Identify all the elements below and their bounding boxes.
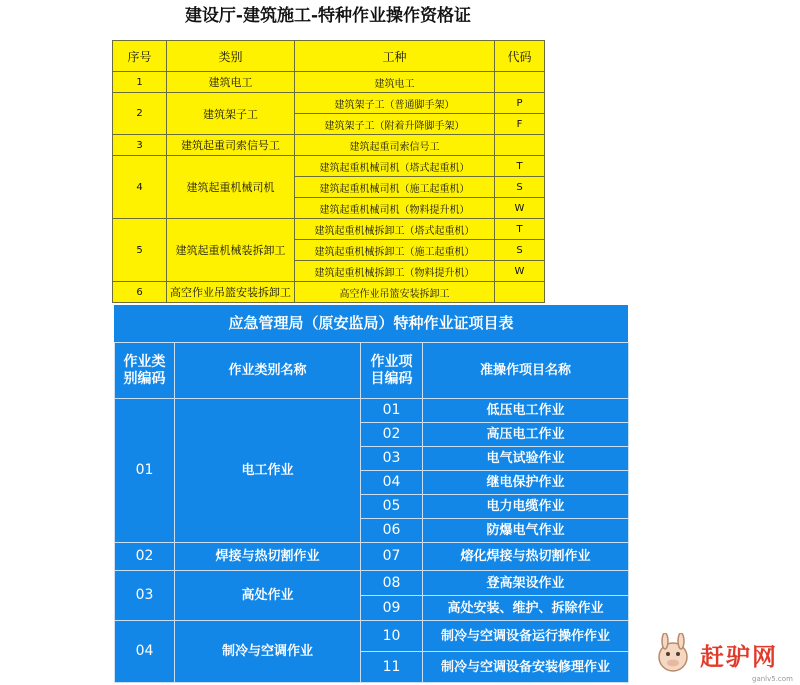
group-code: 02 xyxy=(115,543,175,571)
table-row xyxy=(113,219,545,240)
row-category: 高空作业吊篮安装拆卸工 xyxy=(167,282,295,303)
row-code: T xyxy=(495,219,545,240)
item-name: 电力电缆作业 xyxy=(423,495,629,519)
item-code: 01 xyxy=(361,399,423,423)
item-code: 03 xyxy=(361,447,423,471)
row-category: 建筑起重司索信号工 xyxy=(167,135,295,156)
table-row xyxy=(113,93,545,114)
row-no: 4 xyxy=(113,156,167,219)
item-code: 05 xyxy=(361,495,423,519)
header-no: 序号 xyxy=(113,41,167,72)
row-no: 1 xyxy=(113,72,167,93)
item-name: 登高架设作业 xyxy=(423,571,629,596)
row-code: F xyxy=(495,114,545,135)
table-row xyxy=(115,543,629,571)
row-code: W xyxy=(495,261,545,282)
row-code: S xyxy=(495,177,545,198)
header-code: 代码 xyxy=(495,41,545,72)
housing-cert-table xyxy=(112,40,545,303)
table-header-row xyxy=(115,343,629,399)
group-code: 03 xyxy=(115,571,175,621)
header-item-code: 作业项目编码 xyxy=(361,343,423,399)
table-row xyxy=(113,156,545,177)
item-name: 继电保护作业 xyxy=(423,471,629,495)
item-name: 熔化焊接与热切割作业 xyxy=(423,543,629,571)
item-name: 制冷与空调设备运行操作作业 xyxy=(423,621,629,652)
row-work: 高空作业吊篮安装拆卸工 xyxy=(295,282,495,303)
row-no: 6 xyxy=(113,282,167,303)
table-row xyxy=(115,571,629,596)
item-name: 防爆电气作业 xyxy=(423,519,629,543)
item-code: 09 xyxy=(361,596,423,621)
watermark-url: ganlv5.com xyxy=(752,675,793,683)
row-category: 建筑电工 xyxy=(167,72,295,93)
row-code xyxy=(495,135,545,156)
item-code: 11 xyxy=(361,652,423,683)
header-category-name: 作业类别名称 xyxy=(175,343,361,399)
group-name: 高处作业 xyxy=(175,571,361,621)
header-category: 类别 xyxy=(167,41,295,72)
row-work: 建筑起重司索信号工 xyxy=(295,135,495,156)
header-item-name: 准操作项目名称 xyxy=(423,343,629,399)
group-name: 焊接与热切割作业 xyxy=(175,543,361,571)
row-code: W xyxy=(495,198,545,219)
row-work: 建筑起重机械拆卸工（物料提升机） xyxy=(295,261,495,282)
table-row xyxy=(113,72,545,93)
watermark-text: 赶驴网 xyxy=(700,642,778,671)
group-code: 04 xyxy=(115,621,175,683)
emergency-cert-table xyxy=(114,342,629,683)
row-work: 建筑起重机械司机（施工起重机） xyxy=(295,177,495,198)
header-category-code: 作业类别编码 xyxy=(115,343,175,399)
row-work: 建筑起重机械拆卸工（施工起重机） xyxy=(295,240,495,261)
item-name: 高压电工作业 xyxy=(423,423,629,447)
item-code: 10 xyxy=(361,621,423,652)
item-name: 低压电工作业 xyxy=(423,399,629,423)
row-code xyxy=(495,282,545,303)
table-row xyxy=(115,399,629,423)
table-row xyxy=(113,135,545,156)
row-category: 建筑架子工 xyxy=(167,93,295,135)
row-code: P xyxy=(495,93,545,114)
item-code: 02 xyxy=(361,423,423,447)
header-work-type: 工种 xyxy=(295,41,495,72)
item-code: 08 xyxy=(361,571,423,596)
item-code: 07 xyxy=(361,543,423,571)
item-code: 04 xyxy=(361,471,423,495)
emergency-table-title: 应急管理局（原安监局）特种作业证项目表 xyxy=(114,305,628,343)
group-name: 电工作业 xyxy=(175,399,361,543)
table-header-row xyxy=(113,41,545,72)
row-work: 建筑架子工（普通脚手架） xyxy=(295,93,495,114)
row-work: 建筑起重机械司机（塔式起重机） xyxy=(295,156,495,177)
row-code: S xyxy=(495,240,545,261)
donkey-logo-icon xyxy=(652,633,694,675)
row-code: T xyxy=(495,156,545,177)
row-code xyxy=(495,72,545,93)
item-code: 06 xyxy=(361,519,423,543)
row-work: 建筑架子工（附着升降脚手架） xyxy=(295,114,495,135)
row-work: 建筑电工 xyxy=(295,72,495,93)
item-name: 高处安装、维护、拆除作业 xyxy=(423,596,629,621)
row-category: 建筑起重机械司机 xyxy=(167,156,295,219)
row-category: 建筑起重机械装拆卸工 xyxy=(167,219,295,282)
row-no: 3 xyxy=(113,135,167,156)
row-no: 2 xyxy=(113,93,167,135)
group-code: 01 xyxy=(115,399,175,543)
item-name: 制冷与空调设备安装修理作业 xyxy=(423,652,629,683)
row-work: 建筑起重机械司机（物料提升机） xyxy=(295,198,495,219)
table-row xyxy=(115,621,629,652)
housing-table-title: 建设厅-建筑施工-特种作业操作资格证 xyxy=(184,6,472,26)
item-name: 电气试验作业 xyxy=(423,447,629,471)
group-name: 制冷与空调作业 xyxy=(175,621,361,683)
row-work: 建筑起重机械拆卸工（塔式起重机） xyxy=(295,219,495,240)
watermark xyxy=(652,632,798,676)
row-no: 5 xyxy=(113,219,167,282)
table-row xyxy=(113,282,545,303)
